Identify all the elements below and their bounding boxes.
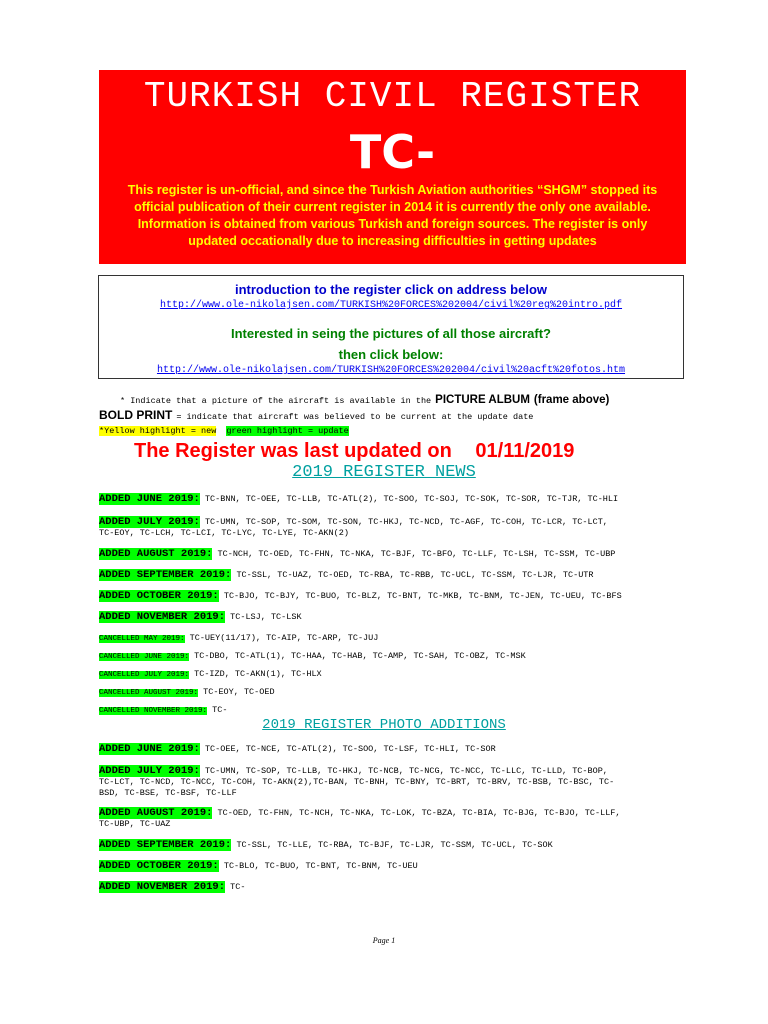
news-row — [99, 570, 689, 581]
photo-row-text: TC-BLO, TC-BUO, TC-BNT, TC-BNM, TC-UEU — [223, 861, 418, 871]
bold-note-text: = indicate that aircraft was believed to be current at the update date — [176, 412, 534, 422]
news-row — [99, 591, 689, 602]
photo-row-text: TC-OEE, TC-NCE, TC-ATL(2), TC-SOO, TC-LSF, TC-HLI, TC-SOR — [204, 744, 496, 754]
register-prefix: TC- — [349, 125, 436, 179]
news-row-text: TC-SSL, TC-UAZ, TC-OED, TC-RBA, TC-RBB, TC-UCL, TC-SSM, TC-LJR, TC-UTR — [236, 570, 594, 580]
photo-row — [99, 882, 689, 893]
photo-row-label: ADDED SEPTEMBER 2019: — [99, 839, 232, 851]
news-row-label: ADDED OCTOBER 2019: — [99, 590, 219, 602]
news-row-label: ADDED SEPTEMBER 2019: — [99, 569, 232, 581]
picture-album-label: PICTURE ALBUM — [435, 394, 530, 406]
cancelled-row-label: CANCELLED NOVEMBER 2019: — [99, 707, 208, 715]
cancelled-row — [99, 633, 689, 645]
news-heading: 2019 REGISTER NEWS — [292, 463, 476, 482]
photo-row-text: TC-LCT, TC-NCD, TC-NCC, TC-COH, TC-AKN(2),TC-BAN, TC-BNH, TC-BNY, TC-BRT, TC-BRV, TC-BSB, TC-BSC, TC- — [99, 777, 615, 787]
cancelled-row-text: TC-IZD, TC-AKN(1), TC-HLX — [194, 669, 322, 679]
picture-note-text: * Indicate that a picture of the aircraft is available in the — [120, 396, 432, 406]
news-row — [99, 517, 689, 539]
photo-row-label: ADDED NOVEMBER 2019: — [99, 881, 226, 893]
news-row-text: TC-UMN, TC-SOP, TC-SOM, TC-SON, TC-HKJ, TC-NCD, TC-AGF, TC-COH, TC-LCR, TC-LCT, — [204, 517, 608, 527]
news-row-text: TC-BNN, TC-OEE, TC-LLB, TC-ATL(2), TC-SOO, TC-SOJ, TC-SOK, TC-SOR, TC-TJR, TC-HLI — [204, 494, 619, 504]
news-row-text: TC-EOY, TC-LCH, TC-LCI, TC-LYC, TC-LYE, TC-AKN(2) — [99, 528, 349, 538]
news-row — [99, 494, 689, 505]
news-row-label: ADDED JULY 2019: — [99, 516, 200, 528]
cancelled-row-text: TC-EOY, TC-OED — [203, 687, 275, 697]
news-row-text: TC-NCH, TC-OED, TC-FHN, TC-NKA, TC-BJF, TC-BFO, TC-LLF, TC-LSH, TC-SSM, TC-UBP — [217, 549, 616, 559]
photo-row — [99, 744, 689, 755]
intro-text: introduction to the register click on address below — [234, 282, 548, 297]
photo-row-text: TC- — [230, 882, 246, 892]
photo-row-text: BSD, TC-BSE, TC-BSF, TC-LLF — [99, 788, 237, 798]
photo-row-label: ADDED OCTOBER 2019: — [99, 860, 219, 872]
cancelled-row-text: TC- — [212, 705, 228, 715]
pictures-question: Interested in seing the pictures of all those aircraft? — [230, 326, 552, 341]
photo-row-label: ADDED JUNE 2019: — [99, 743, 200, 755]
news-row-label: ADDED JUNE 2019: — [99, 493, 200, 505]
news-row-label: ADDED NOVEMBER 2019: — [99, 611, 226, 623]
cancelled-row-text: TC-DBO, TC-ATL(1), TC-HAA, TC-HAB, TC-AMP, TC-SAH, TC-OBZ, TC-MSK — [194, 651, 526, 661]
photo-row — [99, 840, 689, 851]
news-row-label: ADDED AUGUST 2019: — [99, 548, 213, 560]
pictures-instruction: then click below: — [338, 347, 444, 362]
photo-row — [99, 861, 689, 872]
disclaimer-text: This register is un-official, and since the Turkish Aviation authorities “SHGM” stopped its official publication of their current register in 2014 it is currently the only one available. Information is obtained from various Turkish and foreign sources. The register is only updated occationally due to increasing difficulties in getting updates — [127, 183, 658, 248]
page-title: TURKISH CIVIL REGISTER — [143, 76, 642, 117]
photos-heading: 2019 REGISTER PHOTO ADDITIONS — [262, 717, 506, 733]
news-row-text: TC-LSJ, TC-LSK — [230, 612, 302, 622]
cancelled-row-label: CANCELLED JUNE 2019: — [99, 653, 190, 661]
bold-print-label: BOLD PRINT — [99, 408, 173, 422]
page-number: Page 1 — [372, 936, 396, 945]
news-row — [99, 612, 689, 623]
cancelled-row — [99, 651, 689, 663]
pictures-link[interactable]: http://www.ole-nikolajsen.com/TURKISH%20FORCES%202004/civil%20acft%20fotos.htm — [156, 365, 626, 376]
last-updated — [134, 440, 574, 463]
last-updated-date: 01/11/2019 — [475, 440, 575, 462]
header-banner — [99, 70, 686, 264]
news-row-text: TC-BJO, TC-BJY, TC-BUO, TC-BLZ, TC-BNT, TC-MKB, TC-BNM, TC-JEN, TC-UEU, TC-BFS — [223, 591, 622, 601]
photo-row-text: TC-OED, TC-FHN, TC-NCH, TC-NKA, TC-LOK, TC-BZA, TC-BIA, TC-BJG, TC-BJO, TC-LLF, — [217, 808, 621, 818]
photo-row-text: TC-UBP, TC-UAZ — [99, 819, 171, 829]
cancelled-row-label: CANCELLED AUGUST 2019: — [99, 689, 199, 697]
cancelled-row — [99, 669, 689, 681]
frame-above-label: (frame above) — [533, 394, 610, 406]
links-box — [98, 275, 684, 379]
cancelled-row — [99, 687, 689, 699]
cancelled-row-label: CANCELLED MAY 2019: — [99, 635, 185, 643]
photo-row-text: TC-UMN, TC-SOP, TC-LLB, TC-HKJ, TC-NCB, TC-NCG, TC-NCC, TC-LLC, TC-LLD, TC-BOP, — [204, 766, 608, 776]
cancelled-row — [99, 705, 689, 717]
photo-row-text: TC-SSL, TC-LLE, TC-RBA, TC-BJF, TC-LJR, TC-SSM, TC-UCL, TC-SOK — [236, 840, 553, 850]
news-row — [99, 549, 689, 560]
photo-row — [99, 808, 689, 830]
intro-link[interactable]: http://www.ole-nikolajsen.com/TURKISH%20FORCES%202004/civil%20reg%20intro.pdf — [159, 300, 623, 311]
cancelled-row-text: TC-UEY(11/17), TC-AIP, TC-ARP, TC-JUJ — [189, 633, 379, 643]
highlight-note — [99, 420, 349, 438]
cancelled-row-label: CANCELLED JULY 2019: — [99, 671, 190, 679]
photo-row — [99, 766, 689, 799]
photo-row-label: ADDED AUGUST 2019: — [99, 807, 213, 819]
last-updated-label: The Register was last updated on — [134, 440, 452, 462]
yellow-note: *Yellow highlight = new — [99, 426, 217, 436]
photo-row-label: ADDED JULY 2019: — [99, 765, 200, 777]
green-note: green highlight = update — [226, 426, 349, 436]
